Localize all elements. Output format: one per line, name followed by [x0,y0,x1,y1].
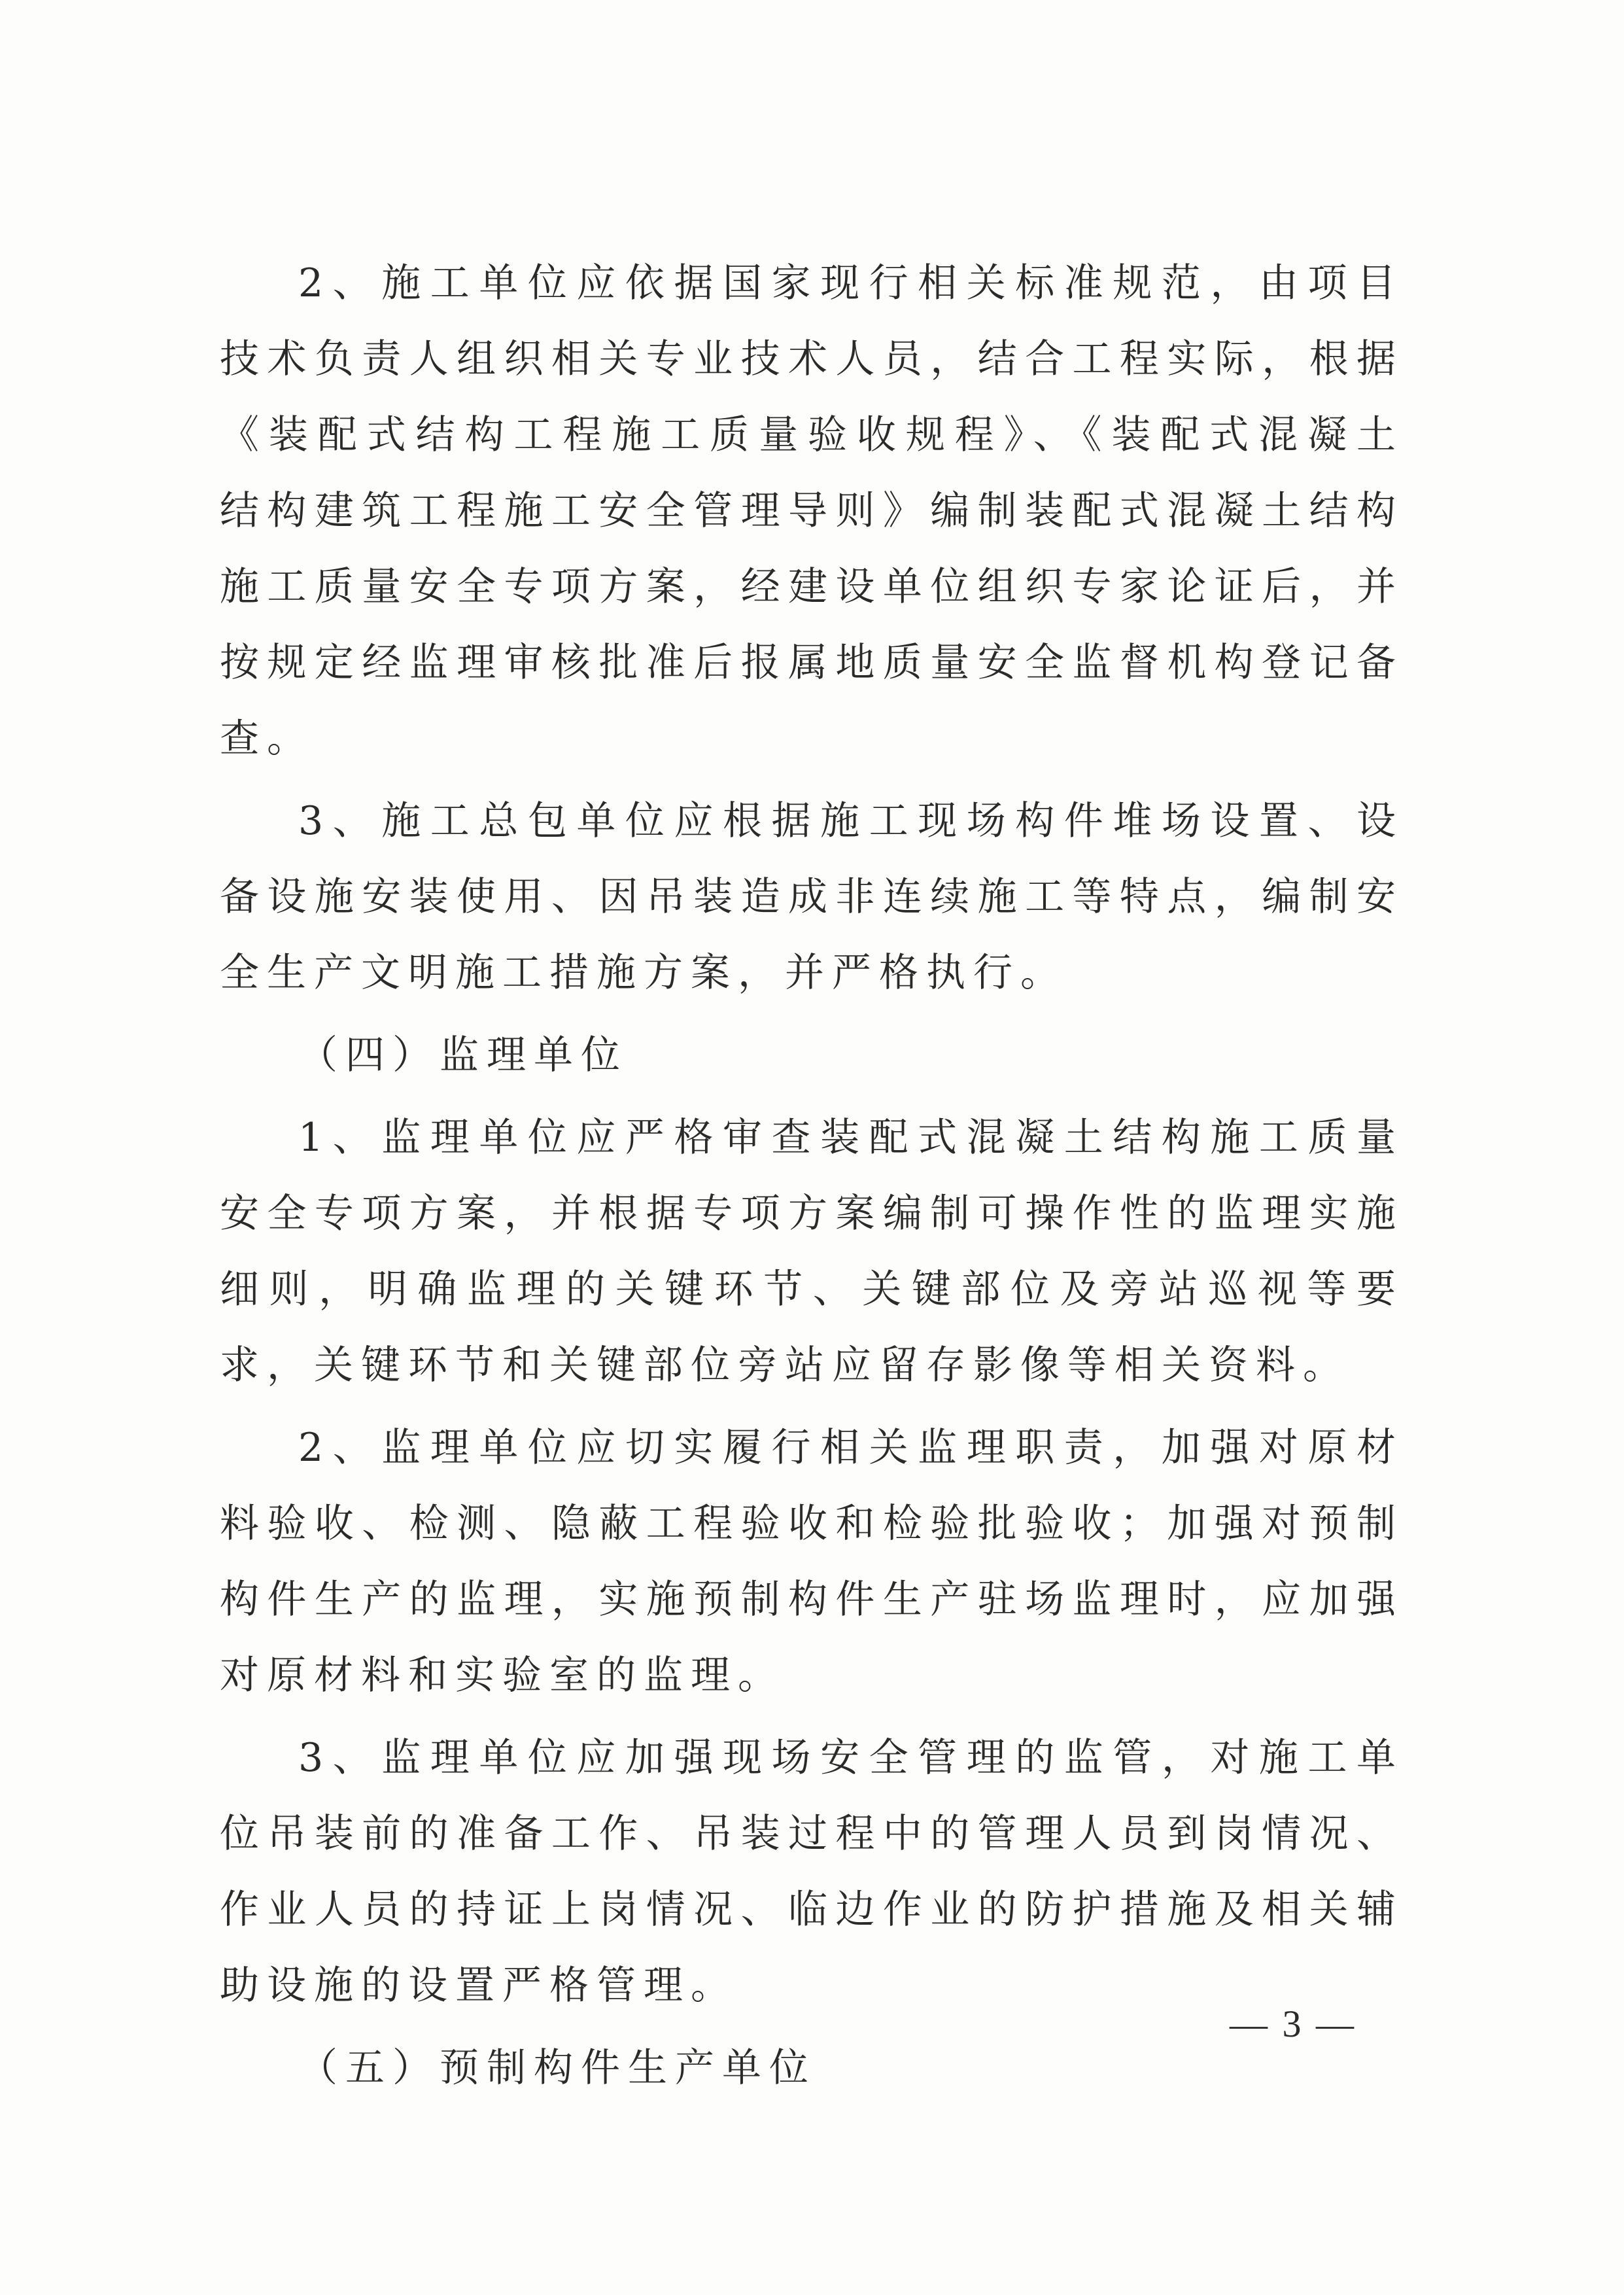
document-body [220,245,1404,2106]
page-number: — 3 — [1230,2003,1356,2045]
section-heading-supervision: （四）监理单位 [298,1032,628,1078]
section-heading-precast-producer: （五）预制构件生产单位 [298,2045,816,2091]
paragraph-construction-2: 2、施工单位应依据国家现行相关标准规范，由项目技术负责人组织相关专业技术人员，结合工程实际，根据《装配式结构工程施工质量验收规程》、《装配式混凝土结构建筑工程施工安全管理导则》编制装配式混凝土结构施工质量安全专项方案，经建设单位组织专家论证后，并按规定经监理审核批准后报属地质量安全监督机构登记备查。 [220,260,1404,762]
paragraph-supervision-1: 1、监理单位应严格审查装配式混凝土结构施工质量安全专项方案，并根据专项方案编制可操作性的监理实施细则，明确监理的关键环节、关键部位及旁站巡视等要求，关键环节和关键部位旁站应留存影像等相关资料。 [220,1115,1404,1388]
paragraph-supervision-3: 3、监理单位应加强现场安全管理的监管，对施工单位吊装前的准备工作、吊装过程中的管理人员到岗情况、作业人员的持证上岗情况、临边作业的防护措施及相关辅助设施的设置严格管理。 [220,1735,1404,2008]
paragraph-supervision-2: 2、监理单位应切实履行相关监理职责，加强对原材料验收、检测、隐蔽工程验收和检验批验收；加强对预制构件生产的监理，实施预制构件生产驻场监理时，应加强对原材料和实验室的监理。 [220,1425,1404,1698]
paragraph-construction-3: 3、施工总包单位应根据施工现场构件堆场设置、设备设施安装使用、因吊装造成非连续施工等特点，编制安全生产文明施工措施方案，并严格执行。 [220,798,1404,996]
